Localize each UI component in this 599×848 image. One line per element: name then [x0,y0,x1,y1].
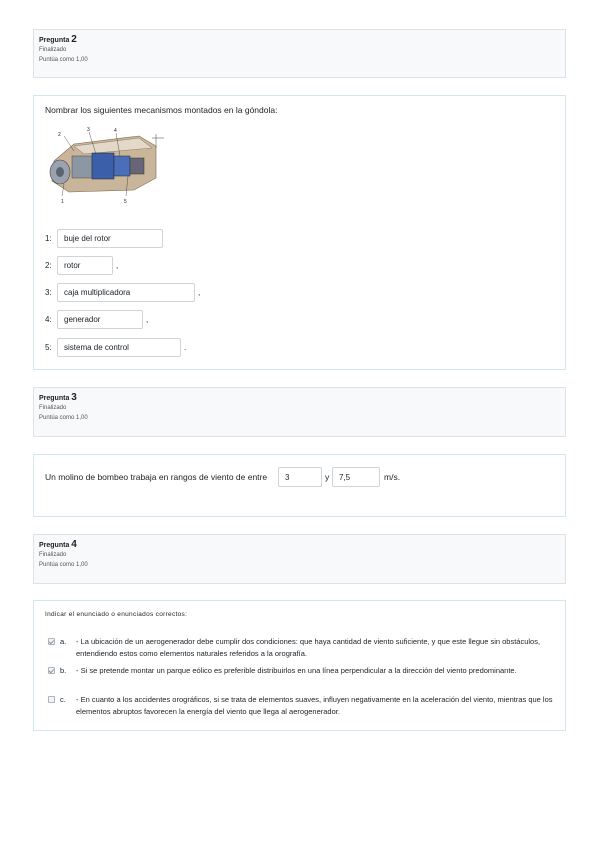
question-2-text: Nombrar los siguientes mecanismos montados en la góndola: [45,105,278,115]
question-2-info [33,29,566,78]
question-3-label: Pregunta 3 [39,392,77,403]
answer-row-3: 3: caja multiplicadora , [45,282,200,302]
question-2-label: Pregunta 2 [39,34,77,45]
connector-text: y [325,472,330,482]
question-3-content [33,454,566,517]
question-2-score: Puntúa como 1,00 [39,57,88,63]
question-2-content [33,95,566,370]
question-3-status: Finalizado [39,405,67,411]
figure-label-1: 1 [61,199,64,205]
option-c-text: - En cuanto a los accidentes orográficos, si se trata de elementos suaves, influyen negativamente en la aceleración del viento, mientras que los elementos abruptos favorecen la energía del viento que llega al aerogenerador. [76,695,553,716]
answer-row-2: 2: rotor , [45,255,118,275]
question-4-score: Puntúa como 1,00 [39,562,88,568]
option-b-text: - Si se pretende montar un parque eólico es preferible distribuirlos en una línea perpendicular a la dirección del viento predominante. [76,666,517,675]
answer-input-5[interactable]: sistema de control [57,338,181,357]
figure-label-4: 4 [114,128,117,134]
answer-input-3[interactable]: caja multiplicadora [57,283,195,302]
answer-input-1[interactable]: buje del rotor [57,229,163,248]
question-3-info [33,387,566,437]
answer-row-1: 1: buje del rotor [45,228,166,248]
answer-row-5: 5: sistema de control . [45,337,186,357]
option-c[interactable]: c. - En cuanto a los accidentes orográficos, si se trata de elementos suaves, influyen negativamente en la aceleración del viento, mientras que los elementos abruptos favorecen la energía del viento que llega al aerogenerador. [48,694,558,718]
answer-input-2[interactable]: rotor [57,256,113,275]
nacelle-diagram [44,126,184,206]
option-a[interactable]: a. - La ubicación de un aerogenerador debe cumplir dos condiciones: que haya cantidad de viento suficiente, y que este llegue sin obstáculos, entendiendo estos como elementos naturales referidos a la orografía. [48,636,558,660]
question-4-label: Pregunta 4 [39,539,77,550]
question-4-info [33,534,566,584]
question-3-text: Un molino de bombeo trabaja en rangos de viento de entre [45,472,268,482]
min-wind-input[interactable]: 3 [278,467,322,487]
question-4-instruction: Indicar el enunciado o enunciados correctos: [45,611,188,618]
unit-text: m/s. [384,472,401,482]
checkbox-c[interactable] [48,696,55,703]
answer-input-4[interactable]: generador [57,310,143,329]
figure-label-5: 5 [124,199,127,205]
question-2-status: Finalizado [39,47,67,53]
question-3-score: Puntúa como 1,00 [39,415,88,421]
checkbox-b[interactable] [48,667,55,674]
answer-row-4: 4: generador , [45,309,148,329]
question-4-status: Finalizado [39,552,67,558]
figure-label-3: 3 [87,127,90,133]
question-4-content [33,600,566,731]
figure-label-2: 2 [58,132,61,138]
checkbox-a[interactable] [48,638,55,645]
max-wind-input[interactable]: 7,5 [332,467,380,487]
option-b[interactable]: b. - Si se pretende montar un parque eólico es preferible distribuirlos en una línea perpendicular a la dirección del viento predominante. [48,665,558,677]
option-a-text: - La ubicación de un aerogenerador debe cumplir dos condiciones: que haya cantidad de viento suficiente, y que este llegue sin obstáculos, entendiendo estos como elementos naturales referidos a la orografía. [76,637,541,658]
